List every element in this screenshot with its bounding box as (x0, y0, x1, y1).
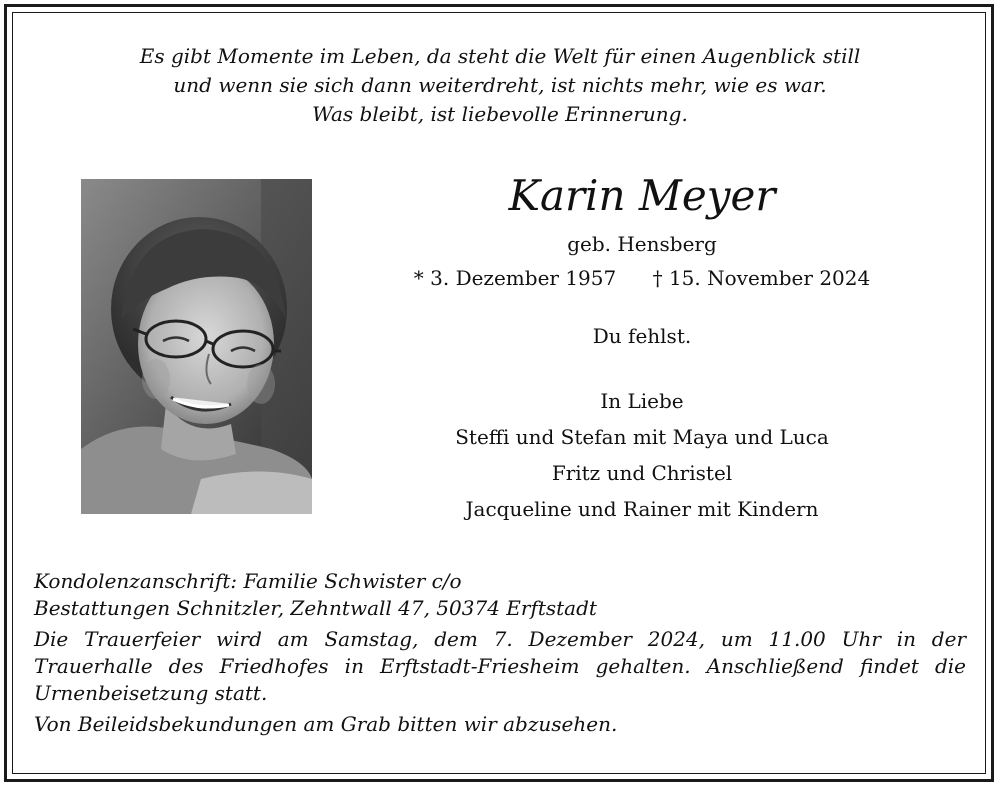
condolence-address (34, 568, 966, 622)
condolence-line-2: Bestattungen Schnitzler, Zehntwall 47, 50374 Erftstadt (34, 596, 597, 620)
mourner-line-1: Steffi und Stefan mit Maya und Luca (455, 425, 829, 449)
condolence-request: Von Beileidsbekundungen am Grab bitten wir abzusehen. (34, 712, 618, 736)
poem-line-3: Was bleibt, ist liebevolle Erinnerung. (312, 102, 688, 126)
death-date: † 15. November 2024 (652, 266, 871, 290)
ceremony-info: Die Trauerfeier wird am Samstag, dem 7. Dezember 2024, um 11.00 Uhr in der Trauerhalle des Friedhofes in Erftstadt-Friesheim gehalten. Anschließend findet die Urnenbeisetzung statt. (34, 627, 966, 705)
memorial-poem (40, 42, 960, 129)
farewell-message: Du fehlst. (592, 324, 692, 348)
obituary-main (340, 168, 944, 527)
birth-name: geb. Hensberg (567, 232, 717, 256)
portrait-photo (81, 179, 312, 514)
notice-details (34, 568, 966, 738)
poem-line-2: und wenn sie sich dann weiterdreht, ist nichts mehr, wie es war. (173, 73, 827, 97)
poem-line-1: Es gibt Momente im Leben, da steht die Welt für einen Augenblick still (139, 44, 861, 68)
mourner-line-3: Jacqueline und Rainer mit Kindern (465, 497, 819, 521)
birth-date: * 3. Dezember 1957 (413, 266, 617, 290)
deceased-name: Karin Meyer (508, 171, 776, 220)
mourner-line-2: Fritz und Christel (551, 461, 733, 485)
mourners-intro: In Liebe (600, 389, 684, 413)
condolence-line-1: Kondolenzanschrift: Familie Schwister c/o (34, 569, 462, 593)
life-dates (340, 264, 944, 292)
mourners-list (340, 383, 944, 527)
